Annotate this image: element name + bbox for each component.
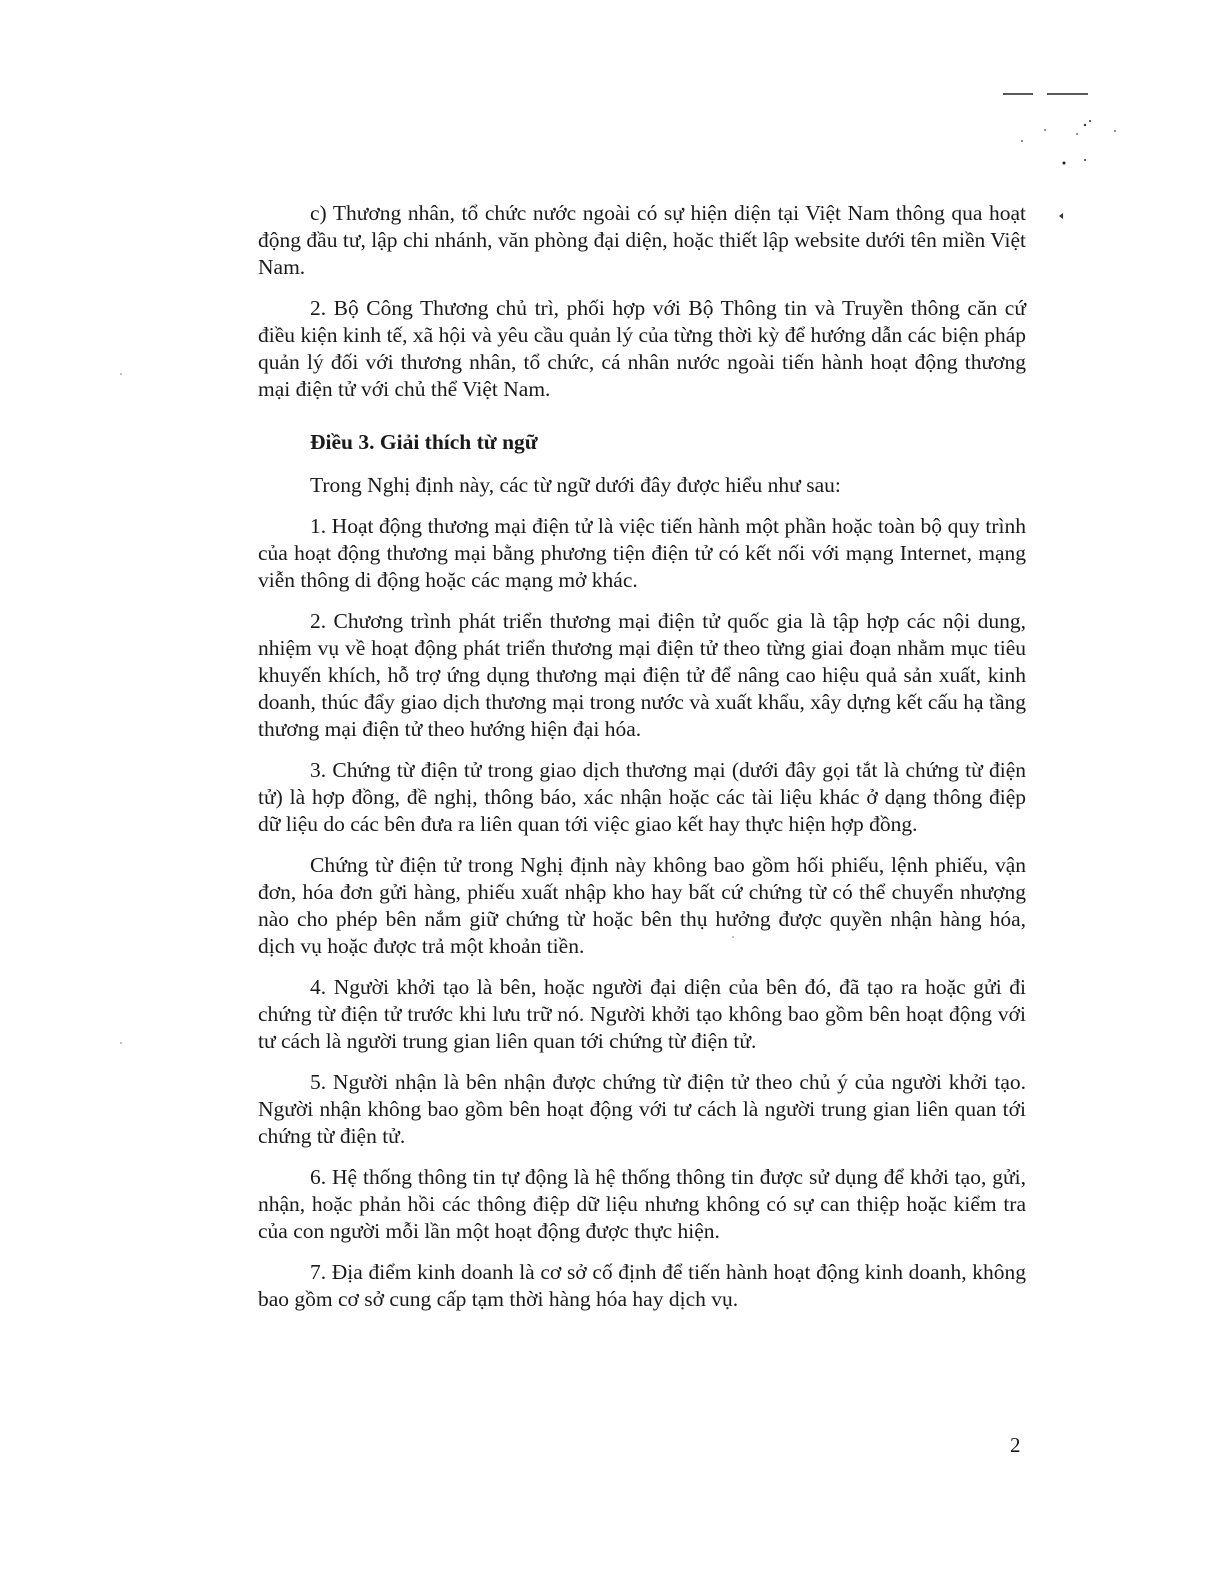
definition-3: 3. Chứng từ điện tử trong giao dịch thương mại (dưới đây gọi tắt là chứng từ điện tử) là hợp đồng, đề nghị, thông báo, xác nhận hoặc các tài liệu khác ở dạng thông điệp dữ liệu do các bên đưa ra liên quan tới việc giao kết hay thực hiện hợp đồng.: [258, 758, 1026, 836]
paragraph-2c: c) Thương nhân, tổ chức nước ngoài có sự hiện diện tại Việt Nam thông qua hoạt động đầu tư, lập chi nhánh, văn phòng đại diện, hoặc thiết lập website dưới tên miền Việt Nam.: [258, 201, 1026, 279]
document-body: [258, 200, 1026, 1327]
definition-3-exclusion: Chứng từ điện tử trong Nghị định này không bao gồm hối phiếu, lệnh phiếu, vận đơn, hóa đơn gửi hàng, phiếu xuất nhập kho hay bất cứ chứng từ có thể chuyển nhượng nào cho phép bên nắm giữ chứng từ hoặc bên thụ hưởng được quyền nhận hàng hóa, dịch vụ hoặc được trả một khoản tiền.: [258, 853, 1026, 958]
page-number: 2: [1010, 1433, 1021, 1457]
definition-2: 2. Chương trình phát triển thương mại điện tử quốc gia là tập hợp các nội dung, nhiệm vụ về hoạt động phát triển thương mại điện tử theo từng giai đoạn nhằm mục tiêu khuyến khích, hỗ trợ ứng dụng thương mại điện tử để nâng cao hiệu quả sản xuất, kinh doanh, thúc đẩy giao dịch thương mại trong nước và xuất khẩu, xây dựng kết cấu hạ tầng thương mại điện tử theo hướng hiện đại hóa.: [258, 609, 1026, 741]
definition-7: 7. Địa điểm kinh doanh là cơ sở cố định để tiến hành hoạt động kinh doanh, không bao gồm cơ sở cung cấp tạm thời hàng hóa hay dịch vụ.: [258, 1260, 1026, 1311]
definition-6: 6. Hệ thống thông tin tự động là hệ thống thông tin được sử dụng để khởi tạo, gửi, nhận, hoặc phản hồi các thông điệp dữ liệu nhưng không có sự can thiệp hoặc kiểm tra của con người mỗi lần một hoạt động được thực hiện.: [258, 1165, 1026, 1243]
article-3-heading: Điều 3. Giải thích từ ngữ: [310, 430, 538, 454]
definition-1: 1. Hoạt động thương mại điện tử là việc tiến hành một phần hoặc toàn bộ quy trình của hoạt động thương mại bằng phương tiện điện tử có kết nối với mạng Internet, mạng viễn thông di động hoặc các mạng mở khác.: [258, 514, 1026, 592]
definition-4: 4. Người khởi tạo là bên, hoặc người đại diện của bên đó, đã tạo ra hoặc gửi đi chứng từ điện tử trước khi lưu trữ nó. Người khởi tạo không bao gồm bên hoạt động với tư cách là người trung gian liên quan tới chứng từ điện tử.: [258, 975, 1026, 1053]
paragraph-clause-2: 2. Bộ Công Thương chủ trì, phối hợp với Bộ Thông tin và Truyền thông căn cứ điều kiện kinh tế, xã hội và yêu cầu quản lý của từng thời kỳ để hướng dẫn các biện pháp quản lý đối với thương nhân, tổ chức, cá nhân nước ngoài tiến hành hoạt động thương mại điện tử với chủ thể Việt Nam.: [258, 296, 1026, 401]
definition-5: 5. Người nhận là bên nhận được chứng từ điện tử theo chủ ý của người khởi tạo. Người nhận không bao gồm bên hoạt động với tư cách là người trung gian liên quan tới chứng từ điện tử.: [258, 1070, 1026, 1148]
article-3-intro: Trong Nghị định này, các từ ngữ dưới đây được hiểu như sau:: [310, 473, 841, 497]
